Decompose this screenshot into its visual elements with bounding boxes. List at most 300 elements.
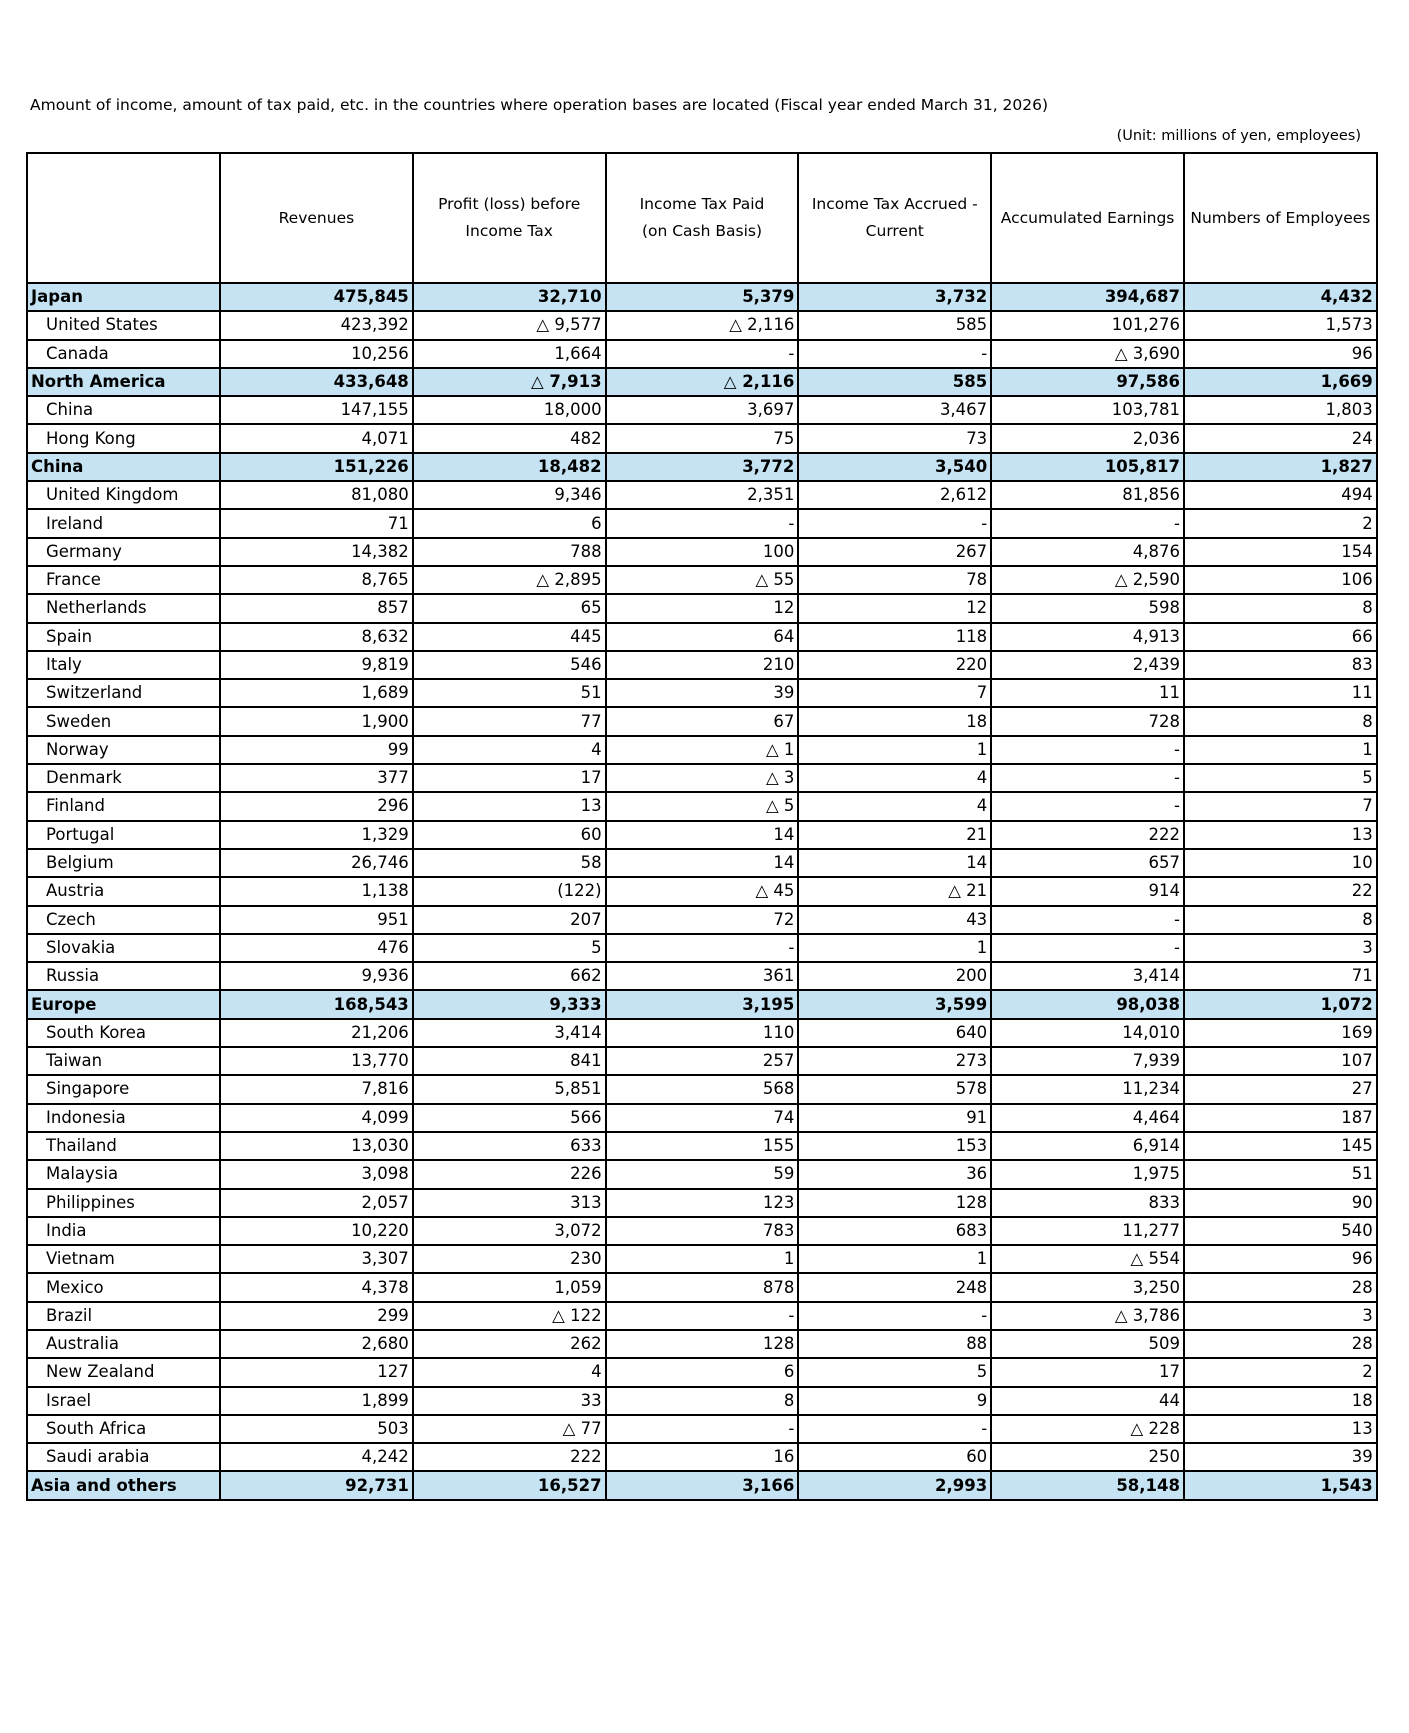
cell-tax-accrued: 1 (798, 736, 991, 764)
cell-employees: 106 (1184, 566, 1377, 594)
cell-region-name: China (27, 453, 220, 481)
table-row (27, 594, 1377, 622)
table-row (27, 877, 1377, 905)
cell-tax-paid: - (606, 1302, 799, 1330)
table-row (27, 1132, 1377, 1160)
cell-tax-accrued: 9 (798, 1387, 991, 1415)
cell-accumulated-earnings: 4,876 (991, 538, 1184, 566)
cell-accumulated-earnings: 58,148 (991, 1471, 1184, 1499)
cell-profit: 445 (413, 623, 606, 651)
cell-accumulated-earnings: 394,687 (991, 283, 1184, 311)
cell-revenues: 8,632 (220, 623, 413, 651)
cell-region-name: Canada (27, 340, 220, 368)
cell-employees: 51 (1184, 1160, 1377, 1188)
cell-region-name: Ireland (27, 509, 220, 537)
subtotal-row (27, 283, 1377, 311)
cell-employees: 5 (1184, 764, 1377, 792)
cell-revenues: 10,220 (220, 1217, 413, 1245)
cell-profit: 9,333 (413, 990, 606, 1018)
cell-tax-paid: 75 (606, 424, 799, 452)
cell-profit: 633 (413, 1132, 606, 1160)
cell-region-name: Japan (27, 283, 220, 311)
cell-employees: 169 (1184, 1019, 1377, 1047)
cell-profit: 4 (413, 736, 606, 764)
cell-employees: 11 (1184, 679, 1377, 707)
cell-tax-accrued: 1 (798, 934, 991, 962)
cell-tax-paid: - (606, 934, 799, 962)
cell-profit: 841 (413, 1047, 606, 1075)
cell-region-name: Norway (27, 736, 220, 764)
cell-region-name: Germany (27, 538, 220, 566)
cell-tax-paid: 6 (606, 1358, 799, 1386)
cell-region-name: South Korea (27, 1019, 220, 1047)
cell-accumulated-earnings: 1,975 (991, 1160, 1184, 1188)
cell-profit: 18,482 (413, 453, 606, 481)
cell-profit: 3,414 (413, 1019, 606, 1047)
table-row (27, 1415, 1377, 1443)
cell-tax-accrued: - (798, 340, 991, 368)
cell-tax-paid: 110 (606, 1019, 799, 1047)
cell-profit: △ 9,577 (413, 311, 606, 339)
cell-profit: 65 (413, 594, 606, 622)
cell-tax-accrued: 267 (798, 538, 991, 566)
cell-employees: 1,573 (1184, 311, 1377, 339)
cell-region-name: Philippines (27, 1189, 220, 1217)
cell-employees: 39 (1184, 1443, 1377, 1471)
cell-region-name: United Kingdom (27, 481, 220, 509)
cell-region-name: China (27, 396, 220, 424)
cell-region-name: Portugal (27, 821, 220, 849)
table-row (27, 764, 1377, 792)
cell-profit: 16,527 (413, 1471, 606, 1499)
cell-accumulated-earnings: 833 (991, 1189, 1184, 1217)
cell-tax-accrued: 640 (798, 1019, 991, 1047)
cell-region-name: Asia and others (27, 1471, 220, 1499)
cell-revenues: 9,819 (220, 651, 413, 679)
cell-profit: 482 (413, 424, 606, 452)
cell-region-name: Russia (27, 962, 220, 990)
cell-profit: 313 (413, 1189, 606, 1217)
cell-tax-accrued: 118 (798, 623, 991, 651)
table-row (27, 1104, 1377, 1132)
cell-region-name: Thailand (27, 1132, 220, 1160)
cell-employees: 8 (1184, 594, 1377, 622)
cell-tax-paid: 257 (606, 1047, 799, 1075)
cell-employees: 2 (1184, 509, 1377, 537)
cell-tax-accrued: 2,993 (798, 1471, 991, 1499)
table-row (27, 707, 1377, 735)
cell-tax-paid: 783 (606, 1217, 799, 1245)
cell-tax-paid: 59 (606, 1160, 799, 1188)
table-row (27, 424, 1377, 452)
cell-tax-accrued: 3,599 (798, 990, 991, 1018)
cell-profit: △ 7,913 (413, 368, 606, 396)
cell-employees: 24 (1184, 424, 1377, 452)
cell-accumulated-earnings: △ 228 (991, 1415, 1184, 1443)
cell-tax-paid: △ 2,116 (606, 311, 799, 339)
cell-employees: 22 (1184, 877, 1377, 905)
cell-employees: 540 (1184, 1217, 1377, 1245)
cell-employees: 187 (1184, 1104, 1377, 1132)
cell-region-name: Australia (27, 1330, 220, 1358)
cell-tax-paid: 16 (606, 1443, 799, 1471)
cell-employees: 1,072 (1184, 990, 1377, 1018)
table-row (27, 1047, 1377, 1075)
cell-tax-accrued: 21 (798, 821, 991, 849)
table-row (27, 906, 1377, 934)
cell-accumulated-earnings: - (991, 736, 1184, 764)
cell-revenues: 7,816 (220, 1075, 413, 1103)
cell-tax-paid: 5,379 (606, 283, 799, 311)
cell-tax-paid: 878 (606, 1273, 799, 1301)
cell-profit: △ 122 (413, 1302, 606, 1330)
cell-tax-paid: △ 1 (606, 736, 799, 764)
cell-revenues: 9,936 (220, 962, 413, 990)
cell-employees: 107 (1184, 1047, 1377, 1075)
cell-tax-accrued: 91 (798, 1104, 991, 1132)
cell-accumulated-earnings: 657 (991, 849, 1184, 877)
cell-revenues: 3,307 (220, 1245, 413, 1273)
cell-tax-accrued: 585 (798, 368, 991, 396)
cell-accumulated-earnings: - (991, 906, 1184, 934)
cell-tax-accrued: - (798, 509, 991, 537)
cell-employees: 28 (1184, 1330, 1377, 1358)
cell-accumulated-earnings: △ 554 (991, 1245, 1184, 1273)
cell-revenues: 423,392 (220, 311, 413, 339)
cell-profit: 6 (413, 509, 606, 537)
cell-accumulated-earnings: △ 3,690 (991, 340, 1184, 368)
cell-region-name: Slovakia (27, 934, 220, 962)
cell-revenues: 1,689 (220, 679, 413, 707)
cell-profit: 17 (413, 764, 606, 792)
cell-profit: 77 (413, 707, 606, 735)
cell-employees: 7 (1184, 792, 1377, 820)
header-cell-revenues: Revenues (220, 153, 413, 283)
cell-region-name: India (27, 1217, 220, 1245)
cell-revenues: 1,138 (220, 877, 413, 905)
cell-profit: (122) (413, 877, 606, 905)
cell-revenues: 857 (220, 594, 413, 622)
cell-tax-accrued: 585 (798, 311, 991, 339)
cell-accumulated-earnings: 6,914 (991, 1132, 1184, 1160)
cell-accumulated-earnings: - (991, 792, 1184, 820)
cell-revenues: 127 (220, 1358, 413, 1386)
table-row (27, 1189, 1377, 1217)
cell-employees: 71 (1184, 962, 1377, 990)
cell-accumulated-earnings: 509 (991, 1330, 1184, 1358)
cell-tax-accrued: 128 (798, 1189, 991, 1217)
cell-tax-paid: 568 (606, 1075, 799, 1103)
cell-revenues: 476 (220, 934, 413, 962)
cell-tax-paid: 74 (606, 1104, 799, 1132)
cell-accumulated-earnings: 11,234 (991, 1075, 1184, 1103)
cell-revenues: 13,770 (220, 1047, 413, 1075)
cell-employees: 18 (1184, 1387, 1377, 1415)
cell-tax-paid: 210 (606, 651, 799, 679)
cell-region-name: Italy (27, 651, 220, 679)
table-row (27, 566, 1377, 594)
cell-employees: 2 (1184, 1358, 1377, 1386)
cell-revenues: 503 (220, 1415, 413, 1443)
cell-profit: 207 (413, 906, 606, 934)
cell-tax-accrued: 3,467 (798, 396, 991, 424)
cell-tax-paid: 3,697 (606, 396, 799, 424)
cell-accumulated-earnings: 914 (991, 877, 1184, 905)
cell-tax-paid: - (606, 340, 799, 368)
cell-employees: 154 (1184, 538, 1377, 566)
cell-accumulated-earnings: 97,586 (991, 368, 1184, 396)
cell-tax-paid: 3,772 (606, 453, 799, 481)
cell-tax-accrued: 200 (798, 962, 991, 990)
cell-region-name: Brazil (27, 1302, 220, 1330)
cell-region-name: Saudi arabia (27, 1443, 220, 1471)
header-cell-region (27, 153, 220, 283)
cell-profit: 51 (413, 679, 606, 707)
cell-tax-accrued: 73 (798, 424, 991, 452)
cell-profit: 60 (413, 821, 606, 849)
cell-revenues: 147,155 (220, 396, 413, 424)
cell-tax-accrued: 153 (798, 1132, 991, 1160)
cell-revenues: 8,765 (220, 566, 413, 594)
table-row (27, 1075, 1377, 1103)
cell-revenues: 475,845 (220, 283, 413, 311)
cell-profit: 546 (413, 651, 606, 679)
cell-accumulated-earnings: △ 2,590 (991, 566, 1184, 594)
cell-accumulated-earnings: - (991, 509, 1184, 537)
cell-tax-accrued: 4 (798, 764, 991, 792)
cell-tax-paid: △ 5 (606, 792, 799, 820)
cell-revenues: 377 (220, 764, 413, 792)
cell-profit: 566 (413, 1104, 606, 1132)
cell-tax-paid: 155 (606, 1132, 799, 1160)
cell-accumulated-earnings: 14,010 (991, 1019, 1184, 1047)
cell-region-name: South Africa (27, 1415, 220, 1443)
table-row (27, 1330, 1377, 1358)
cell-region-name: Indonesia (27, 1104, 220, 1132)
cell-revenues: 26,746 (220, 849, 413, 877)
cell-tax-paid: △ 2,116 (606, 368, 799, 396)
cell-tax-accrued: 4 (798, 792, 991, 820)
table-row (27, 1245, 1377, 1273)
subtotal-row (27, 1471, 1377, 1499)
cell-tax-accrued: 88 (798, 1330, 991, 1358)
cell-tax-accrued: 2,612 (798, 481, 991, 509)
cell-revenues: 168,543 (220, 990, 413, 1018)
subtotal-row (27, 453, 1377, 481)
cell-revenues: 151,226 (220, 453, 413, 481)
cell-employees: 96 (1184, 340, 1377, 368)
table-row (27, 821, 1377, 849)
cell-accumulated-earnings: 11,277 (991, 1217, 1184, 1245)
cell-revenues: 1,329 (220, 821, 413, 849)
cell-region-name: Switzerland (27, 679, 220, 707)
cell-employees: 3 (1184, 1302, 1377, 1330)
cell-employees: 13 (1184, 821, 1377, 849)
cell-employees: 1,669 (1184, 368, 1377, 396)
cell-region-name: United States (27, 311, 220, 339)
cell-region-name: Malaysia (27, 1160, 220, 1188)
cell-revenues: 1,900 (220, 707, 413, 735)
cell-tax-accrued: 1 (798, 1245, 991, 1273)
cell-profit: 226 (413, 1160, 606, 1188)
cell-employees: 96 (1184, 1245, 1377, 1273)
cell-tax-accrued: 14 (798, 849, 991, 877)
cell-profit: 262 (413, 1330, 606, 1358)
tax-table (26, 152, 1378, 1501)
cell-tax-accrued: 578 (798, 1075, 991, 1103)
cell-tax-accrued: 36 (798, 1160, 991, 1188)
cell-revenues: 99 (220, 736, 413, 764)
cell-tax-accrued: 683 (798, 1217, 991, 1245)
cell-employees: 66 (1184, 623, 1377, 651)
header-cell-profit: Profit (loss) before Income Tax (413, 153, 606, 283)
header-cell-tax-paid: Income Tax Paid (on Cash Basis) (606, 153, 799, 283)
table-row (27, 792, 1377, 820)
cell-tax-accrued: 220 (798, 651, 991, 679)
cell-tax-paid: 2,351 (606, 481, 799, 509)
cell-tax-paid: 1 (606, 1245, 799, 1273)
table-row (27, 1160, 1377, 1188)
table-row (27, 538, 1377, 566)
cell-accumulated-earnings: 4,464 (991, 1104, 1184, 1132)
cell-accumulated-earnings: △ 3,786 (991, 1302, 1184, 1330)
subtotal-row (27, 368, 1377, 396)
cell-tax-paid: 39 (606, 679, 799, 707)
cell-tax-paid: 123 (606, 1189, 799, 1217)
cell-accumulated-earnings: 101,276 (991, 311, 1184, 339)
cell-tax-paid: △ 55 (606, 566, 799, 594)
cell-profit: 32,710 (413, 283, 606, 311)
cell-region-name: Israel (27, 1387, 220, 1415)
cell-employees: 8 (1184, 707, 1377, 735)
table-row (27, 934, 1377, 962)
cell-tax-paid: - (606, 509, 799, 537)
cell-revenues: 81,080 (220, 481, 413, 509)
cell-accumulated-earnings: 103,781 (991, 396, 1184, 424)
cell-accumulated-earnings: 4,913 (991, 623, 1184, 651)
cell-tax-paid: 361 (606, 962, 799, 990)
cell-profit: 788 (413, 538, 606, 566)
cell-tax-paid: 8 (606, 1387, 799, 1415)
table-row (27, 481, 1377, 509)
cell-revenues: 2,057 (220, 1189, 413, 1217)
cell-region-name: Finland (27, 792, 220, 820)
cell-employees: 83 (1184, 651, 1377, 679)
cell-tax-accrued: 3,732 (798, 283, 991, 311)
cell-profit: 222 (413, 1443, 606, 1471)
cell-profit: 13 (413, 792, 606, 820)
table-row (27, 651, 1377, 679)
cell-revenues: 21,206 (220, 1019, 413, 1047)
cell-employees: 494 (1184, 481, 1377, 509)
table-row (27, 1358, 1377, 1386)
cell-employees: 90 (1184, 1189, 1377, 1217)
cell-region-name: Hong Kong (27, 424, 220, 452)
cell-revenues: 13,030 (220, 1132, 413, 1160)
cell-profit: △ 77 (413, 1415, 606, 1443)
cell-tax-accrued: 5 (798, 1358, 991, 1386)
cell-accumulated-earnings: 98,038 (991, 990, 1184, 1018)
cell-region-name: France (27, 566, 220, 594)
cell-profit: 5,851 (413, 1075, 606, 1103)
cell-region-name: New Zealand (27, 1358, 220, 1386)
cell-tax-accrued: 7 (798, 679, 991, 707)
subtotal-row (27, 990, 1377, 1018)
cell-tax-accrued: 78 (798, 566, 991, 594)
cell-tax-accrued: 12 (798, 594, 991, 622)
cell-tax-accrued: 18 (798, 707, 991, 735)
cell-tax-paid: 14 (606, 849, 799, 877)
cell-revenues: 296 (220, 792, 413, 820)
table-row (27, 1302, 1377, 1330)
header-cell-tax-accrued: Income Tax Accrued - Current (798, 153, 991, 283)
cell-profit: 18,000 (413, 396, 606, 424)
cell-tax-accrued: 3,540 (798, 453, 991, 481)
cell-accumulated-earnings: - (991, 934, 1184, 962)
cell-revenues: 433,648 (220, 368, 413, 396)
table-row (27, 962, 1377, 990)
table-row (27, 1217, 1377, 1245)
cell-tax-paid: △ 3 (606, 764, 799, 792)
cell-revenues: 71 (220, 509, 413, 537)
cell-accumulated-earnings: 250 (991, 1443, 1184, 1471)
cell-profit: 230 (413, 1245, 606, 1273)
cell-tax-accrued: 43 (798, 906, 991, 934)
cell-tax-paid: 100 (606, 538, 799, 566)
cell-accumulated-earnings: 105,817 (991, 453, 1184, 481)
cell-employees: 10 (1184, 849, 1377, 877)
cell-profit: 4 (413, 1358, 606, 1386)
cell-region-name: Belgium (27, 849, 220, 877)
cell-employees: 8 (1184, 906, 1377, 934)
cell-accumulated-earnings: 44 (991, 1387, 1184, 1415)
cell-employees: 1,543 (1184, 1471, 1377, 1499)
cell-profit: 58 (413, 849, 606, 877)
table-row (27, 396, 1377, 424)
cell-accumulated-earnings: 3,250 (991, 1273, 1184, 1301)
cell-revenues: 14,382 (220, 538, 413, 566)
cell-region-name: Spain (27, 623, 220, 651)
cell-tax-paid: - (606, 1415, 799, 1443)
cell-profit: 9,346 (413, 481, 606, 509)
cell-revenues: 4,378 (220, 1273, 413, 1301)
document-title: Amount of income, amount of tax paid, etc. in the countries where operation bases are located (Fiscal year ended March 31, 2026) (30, 96, 1049, 114)
table-row (27, 1273, 1377, 1301)
cell-region-name: Sweden (27, 707, 220, 735)
cell-revenues: 951 (220, 906, 413, 934)
cell-tax-paid: 3,195 (606, 990, 799, 1018)
cell-profit: 5 (413, 934, 606, 962)
cell-tax-accrued: △ 21 (798, 877, 991, 905)
table-row (27, 311, 1377, 339)
cell-employees: 13 (1184, 1415, 1377, 1443)
table-row (27, 623, 1377, 651)
header-cell-accumulated-earnings: Accumulated Earnings (991, 153, 1184, 283)
cell-profit: 33 (413, 1387, 606, 1415)
cell-tax-paid: 3,166 (606, 1471, 799, 1499)
cell-tax-accrued: 60 (798, 1443, 991, 1471)
cell-accumulated-earnings: 81,856 (991, 481, 1184, 509)
cell-revenues: 2,680 (220, 1330, 413, 1358)
cell-region-name: Taiwan (27, 1047, 220, 1075)
cell-revenues: 4,099 (220, 1104, 413, 1132)
cell-accumulated-earnings: 7,939 (991, 1047, 1184, 1075)
cell-tax-accrued: 248 (798, 1273, 991, 1301)
cell-tax-paid: △ 45 (606, 877, 799, 905)
cell-revenues: 92,731 (220, 1471, 413, 1499)
cell-accumulated-earnings: 17 (991, 1358, 1184, 1386)
cell-accumulated-earnings: 11 (991, 679, 1184, 707)
